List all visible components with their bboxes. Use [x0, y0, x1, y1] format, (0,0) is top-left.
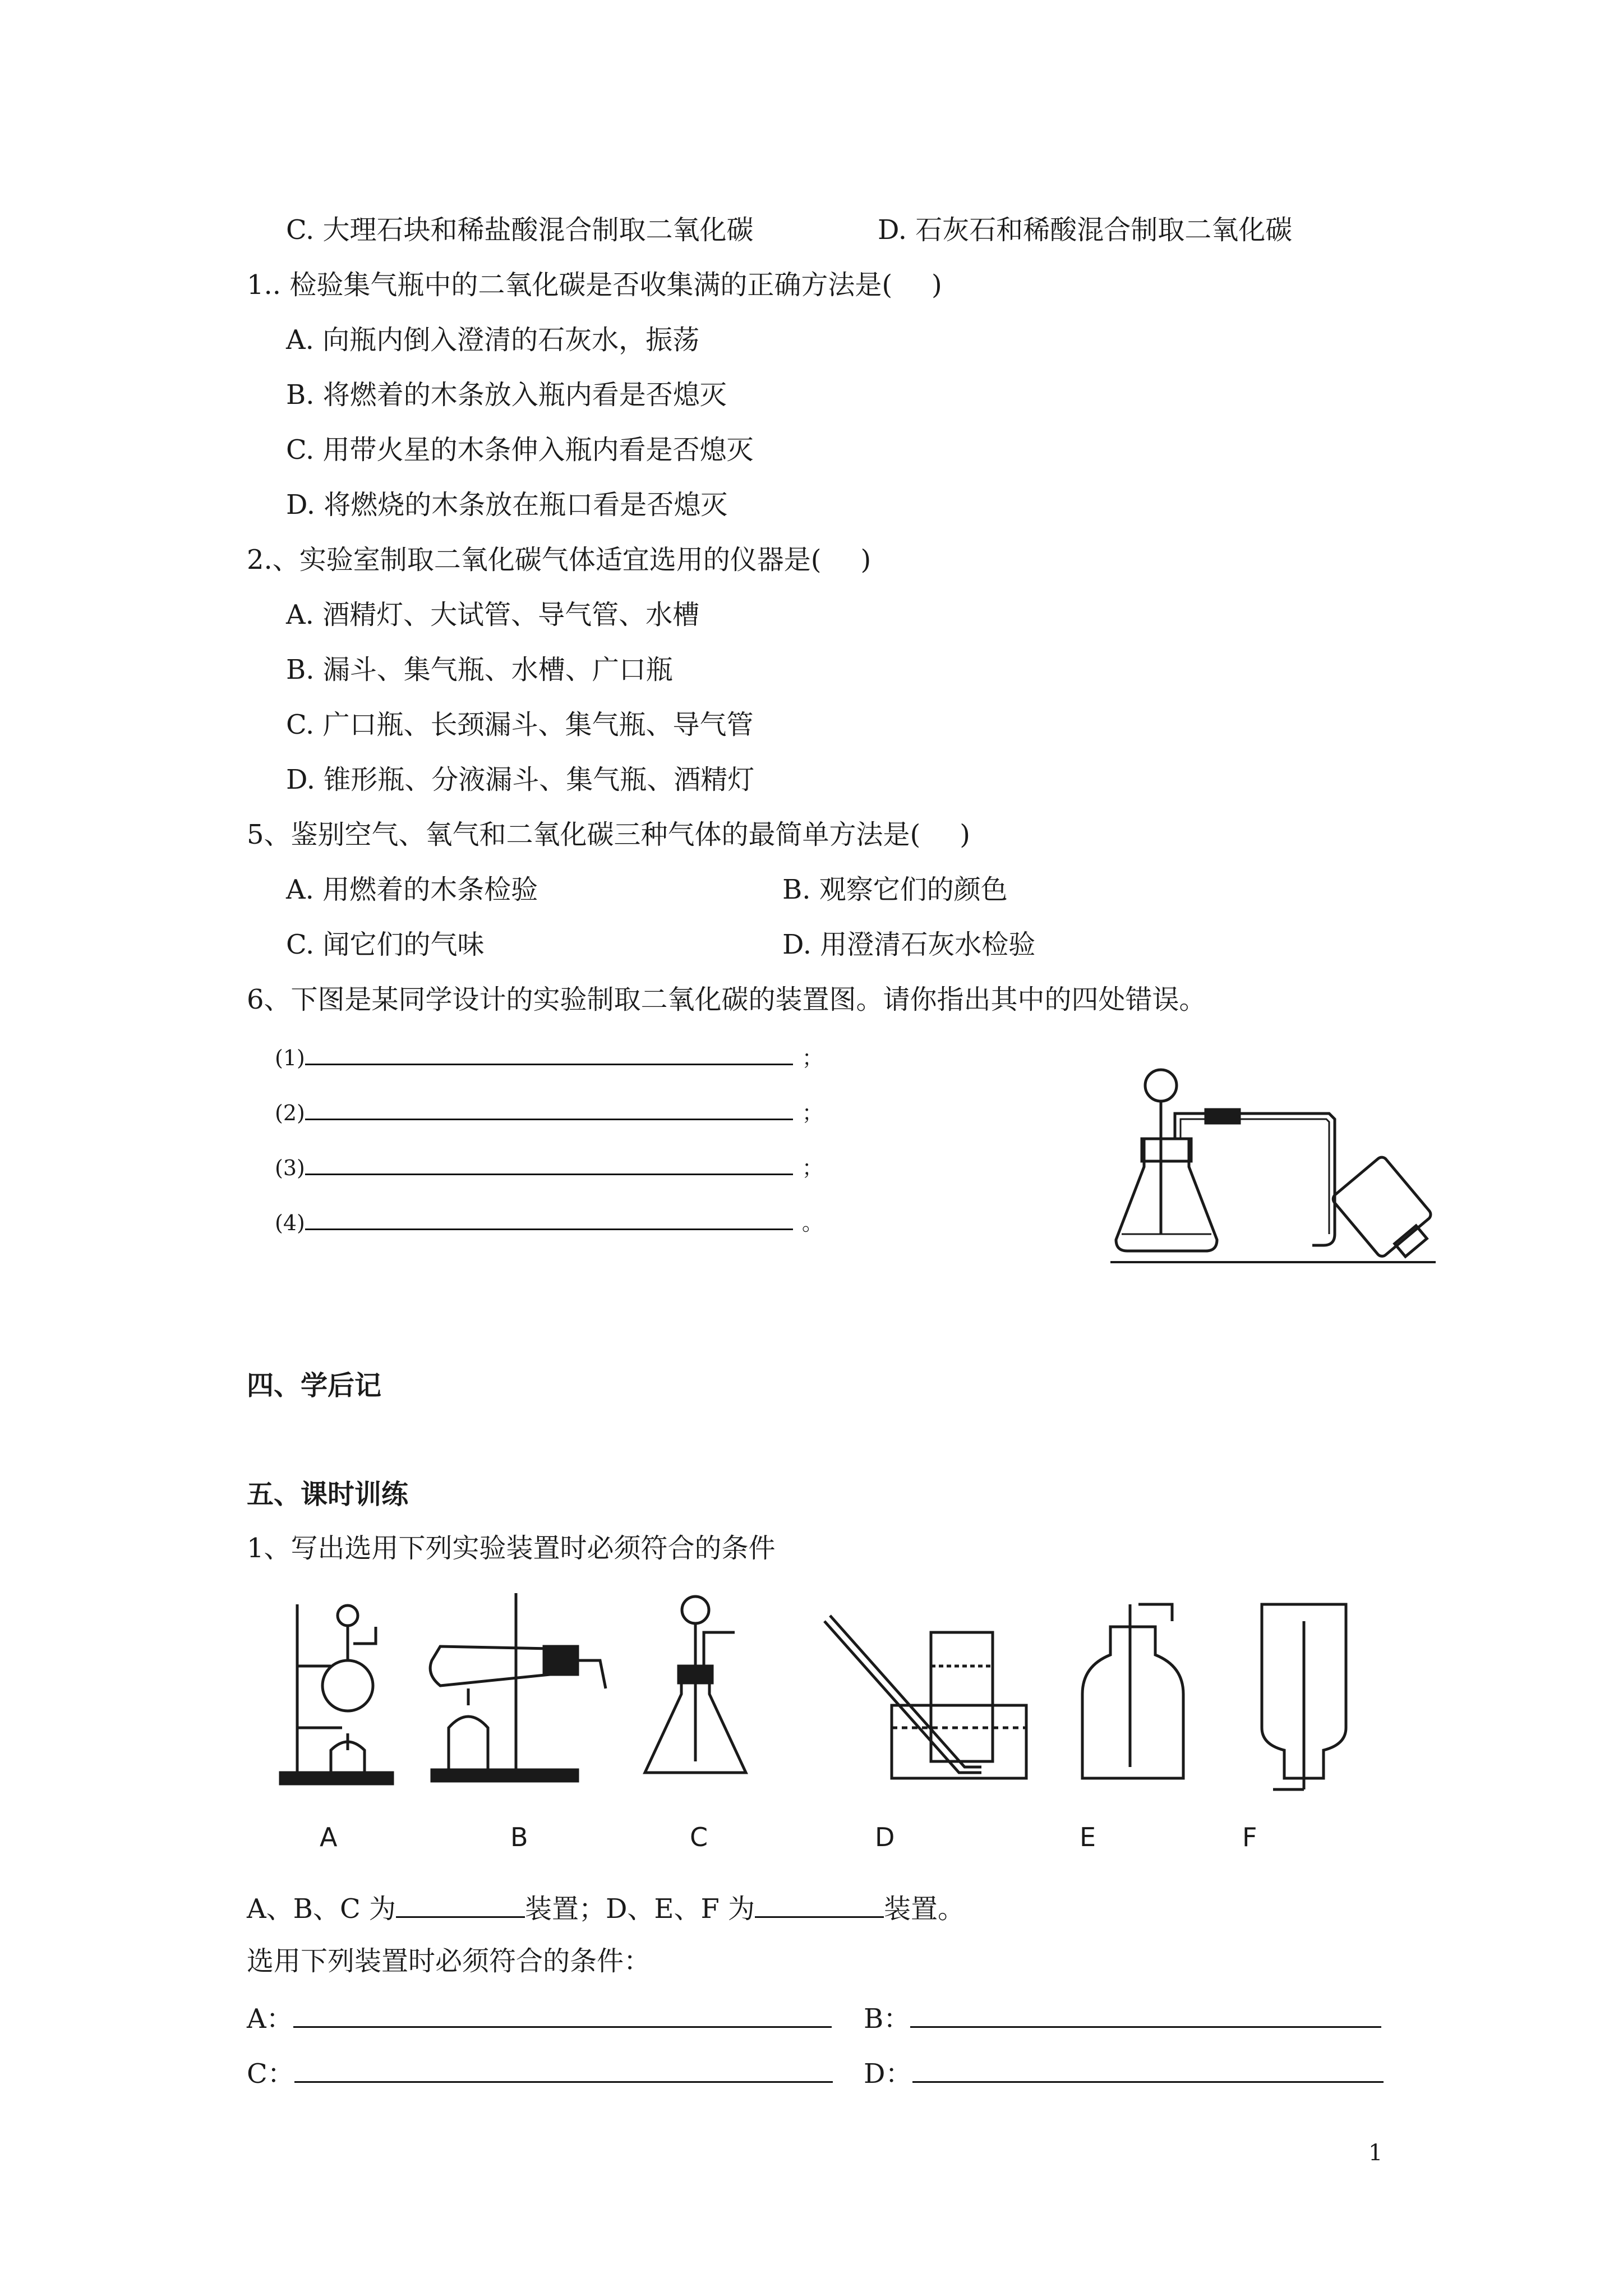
apparatus-row-drawing [264, 1582, 1441, 1818]
condition-blank-d[interactable] [912, 2054, 1384, 2083]
q5-paren-close: ) [960, 819, 971, 850]
apparatus-f-shape [1262, 1604, 1346, 1789]
condition-row-b [864, 1999, 1381, 2036]
q2-option-a: A. 酒精灯、大试管、导气管、水槽 [286, 599, 700, 631]
tilted-bottle-shape [1331, 1155, 1436, 1269]
prev-option-d: D. 石灰石和稀酸混合制取二氧化碳 [878, 214, 1293, 246]
q1-option-b: B. 将燃着的木条放入瓶内看是否熄灭 [286, 379, 727, 411]
q6-blank-row-4 [275, 1202, 823, 1240]
q6-answer-blank-3[interactable] [305, 1147, 793, 1175]
apparatus-label-d: D [875, 1822, 895, 1852]
condition-label-b: B： [864, 2003, 911, 2035]
q2-option-d: D. 锥形瓶、分液漏斗、集气瓶、酒精灯 [286, 764, 755, 795]
condition-blank-a[interactable] [293, 1999, 832, 2028]
condition-label-c: C： [247, 2058, 294, 2090]
q6-answer-blank-4[interactable] [305, 1202, 793, 1230]
condition-row-c [247, 2054, 833, 2091]
q6-blank-label-4: (4) [275, 1211, 305, 1235]
q5-option-b: B. 观察它们的颜色 [782, 874, 1008, 905]
blank-abc-type[interactable] [396, 1889, 525, 1918]
condition-row-a [247, 1999, 832, 2036]
q2-option-c: C. 广口瓶、长颈漏斗、集气瓶、导气管 [286, 709, 754, 740]
apparatus-type-sentence [247, 1889, 965, 1926]
q1-option-c: C. 用带火星的木条伸入瓶内看是否熄灭 [286, 434, 754, 466]
q1-option-d: D. 将燃烧的木条放在瓶口看是否熄灭 [286, 489, 728, 521]
condition-label-a: A： [247, 2003, 293, 2035]
q6-blank-row-1 [275, 1037, 823, 1075]
condition-label-d: D： [864, 2058, 912, 2090]
blank-def-type[interactable] [755, 1889, 884, 1918]
funnel-bulb-shape [1145, 1070, 1177, 1101]
q2-option-b: B. 漏斗、集气瓶、水槽、广口瓶 [286, 654, 673, 685]
q6-answer-blank-2[interactable] [305, 1092, 793, 1120]
condition-prompt: 选用下列装置时必须符合的条件： [247, 1945, 651, 1977]
q6-answer-blank-1[interactable] [305, 1037, 793, 1065]
q6-blank-end-3: ； [801, 1156, 823, 1180]
apparatus-row [264, 1582, 1441, 1818]
q5-stem [247, 818, 970, 852]
q2-stem [247, 543, 871, 577]
sentence-part-3: 装置。 [884, 1893, 965, 1925]
q5-stem-text: 5、鉴别空气、氧气和二氧化碳三种气体的最简单方法是( [247, 819, 921, 850]
prev-option-c: C. 大理石块和稀盐酸混合制取二氧化碳 [286, 214, 754, 246]
q5-option-d: D. 用澄清石灰水检验 [782, 929, 1036, 960]
q6-blank-end-1: ； [801, 1046, 823, 1070]
q1-stem [247, 268, 942, 302]
apparatus-e-shape [1082, 1604, 1183, 1778]
q1-option-a: A. 向瓶内倒入澄清的石灰水，振荡 [286, 324, 700, 356]
q6-apparatus-drawing [1110, 1055, 1436, 1279]
q6-blank-label-1: (1) [275, 1046, 305, 1070]
apparatus-a-shape [280, 1604, 393, 1784]
q5-option-c: C. 闻它们的气味 [286, 929, 485, 960]
q6-blank-end-4: 。 [801, 1211, 823, 1235]
apparatus-label-a: A [320, 1822, 338, 1852]
q1-paren-close: ) [932, 269, 942, 301]
condition-row-d [864, 2054, 1384, 2091]
q6-blank-end-2: ； [801, 1101, 823, 1125]
stopper-shape [1142, 1139, 1191, 1161]
apparatus-d-shape [824, 1616, 1026, 1778]
q5-option-a: A. 用燃着的木条检验 [286, 874, 538, 905]
q6-blank-row-2 [275, 1092, 823, 1130]
section4-title: 四、学后记 [247, 1370, 382, 1401]
apparatus-label-c: C [690, 1822, 708, 1852]
q6-blank-row-3 [275, 1147, 823, 1185]
q6-blank-label-3: (3) [275, 1156, 305, 1180]
q2-stem-text: 2.、实验室制取二氧化碳气体适宜选用的仪器是( [247, 544, 822, 576]
apparatus-c-shape [645, 1596, 746, 1773]
apparatus-label-b: B [510, 1822, 528, 1852]
section5-title: 五、课时训练 [247, 1479, 409, 1510]
section5-q1-stem: 1、写出选用下列实验装置时必须符合的条件 [247, 1533, 776, 1564]
delivery-tube-shape [1175, 1114, 1335, 1245]
q6-stem: 6、下图是某同学设计的实验制取二氧化碳的装置图。请你指出其中的四处错误。 [247, 984, 1206, 1015]
q6-blank-label-2: (2) [275, 1101, 305, 1125]
condition-blank-b[interactable] [910, 1999, 1381, 2028]
sentence-part-1: A、B、C 为 [247, 1893, 396, 1925]
condition-blank-c[interactable] [294, 2054, 833, 2083]
apparatus-label-e: E [1080, 1822, 1096, 1852]
q2-paren-close: ) [860, 544, 872, 576]
apparatus-label-f: F [1242, 1822, 1257, 1852]
q1-stem-text: 1.. 检验集气瓶中的二氧化碳是否收集满的正确方法是( [247, 269, 893, 301]
q6-apparatus-figure [1110, 1055, 1436, 1279]
page-number: 1 [1368, 2140, 1383, 2166]
sentence-part-2: 装置；D、E、F 为 [524, 1893, 755, 1925]
apparatus-b-shape [430, 1593, 606, 1781]
